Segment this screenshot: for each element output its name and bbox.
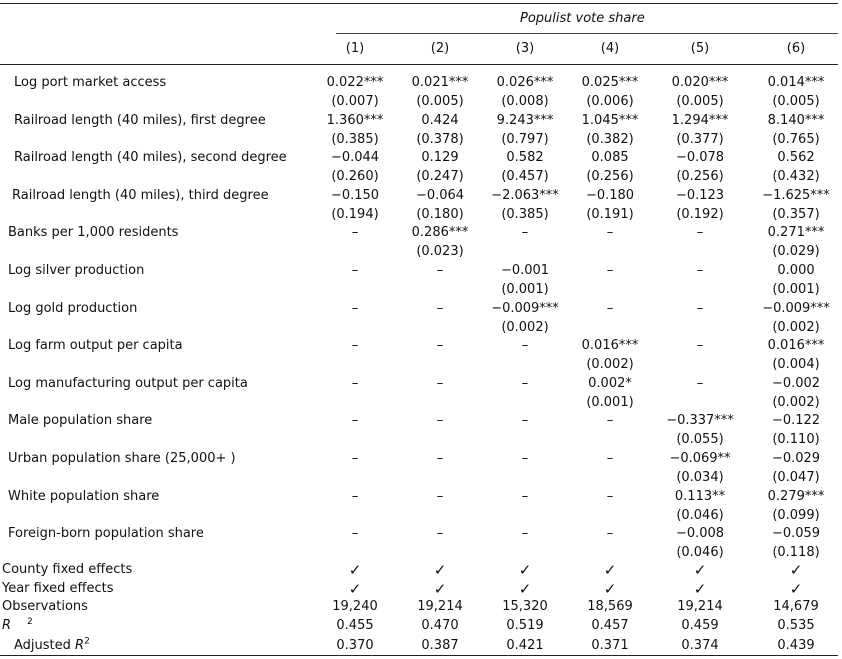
row-label: Banks per 1,000 residents (8, 225, 179, 241)
footer-value: 0.370 (336, 638, 374, 653)
standard-error: (0.457) (501, 169, 549, 185)
footer-label (14, 638, 90, 654)
footer-value: 14,679 (773, 599, 819, 614)
row-label: Urban population share (25,000+ ) (8, 451, 236, 466)
coefficient: 0.582 (506, 150, 544, 166)
footer-value: 0.421 (506, 638, 544, 653)
standard-error: (0.378) (416, 131, 464, 147)
coefficient: 0.129 (421, 150, 459, 166)
header-rule (0, 64, 838, 65)
bottom-rule (0, 655, 838, 656)
coefficient: 0.286*** (411, 225, 469, 241)
footer-value: 0.371 (591, 638, 629, 653)
coefficient: 0.085 (591, 150, 629, 166)
coefficient: – (606, 526, 614, 542)
coefficient: −2.063*** (491, 187, 559, 203)
coefficient: −0.009*** (491, 300, 559, 316)
coefficient: 0.016*** (581, 338, 639, 354)
coefficient: – (521, 413, 529, 429)
coefficient: – (351, 225, 359, 241)
coefficient: – (351, 451, 359, 466)
coefficient: 0.000 (777, 263, 815, 278)
coefficient: – (696, 263, 704, 278)
coefficient: −0.009*** (762, 300, 830, 316)
coefficient: – (436, 375, 444, 391)
column-header: (1) (345, 41, 365, 56)
footer-value: 0.439 (777, 638, 815, 653)
coefficient: 0.021*** (411, 75, 469, 90)
footer-value: 0.455 (336, 618, 374, 633)
coefficient: 0.025*** (581, 75, 639, 90)
group-header: Populist vote share (520, 11, 645, 26)
row-label: Railroad length (40 miles), first degree (14, 112, 266, 128)
coefficient: – (351, 488, 359, 504)
coefficient: 0.016*** (767, 338, 825, 354)
standard-error: (0.765) (772, 131, 820, 147)
footer-label: Observations (2, 599, 88, 614)
standard-error: (0.006) (586, 94, 634, 109)
standard-error: (0.034) (676, 470, 724, 485)
column-header: (5) (690, 41, 710, 56)
standard-error: (0.357) (772, 206, 820, 222)
coefficient: – (606, 451, 614, 466)
footer-value: 0.470 (421, 618, 459, 633)
coefficient: – (436, 300, 444, 316)
coefficient: – (696, 375, 704, 391)
footer-value: 0.457 (591, 618, 629, 633)
standard-error: (0.002) (772, 319, 820, 335)
coefficient: – (521, 488, 529, 504)
coefficient: – (521, 375, 529, 391)
checkmark-icon: ✓ (789, 580, 803, 598)
coefficient: −0.008 (675, 526, 725, 542)
standard-error: (0.001) (501, 282, 549, 297)
standard-error: (0.055) (676, 432, 724, 448)
standard-error: (0.002) (772, 394, 820, 410)
coefficient: – (521, 451, 529, 466)
footer-label (2, 618, 33, 634)
coefficient: – (521, 225, 529, 241)
standard-error: (0.029) (772, 244, 820, 260)
coefficient: – (436, 488, 444, 504)
coefficient: 0.002* (588, 375, 632, 391)
footer-value: 0.459 (681, 618, 719, 633)
coefficient: 8.140*** (767, 112, 825, 128)
r-symbol: R (75, 638, 85, 653)
standard-error: (0.004) (772, 357, 820, 373)
coefficient: 0.113** (674, 488, 726, 504)
checkmark-icon: ✓ (348, 561, 362, 579)
checkmark-icon: ✓ (433, 561, 447, 579)
standard-error: (0.385) (501, 206, 549, 222)
standard-error: (0.002) (586, 357, 634, 373)
coefficient: −0.002 (771, 375, 821, 391)
footer-label: Year fixed effects (2, 581, 114, 596)
checkmark-icon: ✓ (693, 580, 707, 598)
footer-value: 0.535 (777, 618, 815, 633)
checkmark-icon: ✓ (603, 561, 617, 579)
standard-error: (0.256) (676, 169, 724, 185)
checkmark-icon: ✓ (433, 580, 447, 598)
top-rule (0, 3, 838, 4)
coefficient: – (606, 300, 614, 316)
column-header: (3) (515, 41, 535, 56)
coefficient: 0.279*** (767, 488, 825, 504)
footer-value: 19,214 (417, 599, 463, 614)
row-label: Male population share (8, 413, 153, 429)
standard-error: (0.256) (586, 169, 634, 185)
coefficient: – (521, 526, 529, 542)
coefficient: −0.029 (771, 451, 821, 466)
standard-error: (0.099) (772, 507, 820, 523)
standard-error: (0.008) (501, 94, 549, 109)
coefficient: 1.360*** (326, 112, 384, 128)
coefficient: −0.059 (771, 526, 821, 542)
coefficient: – (606, 263, 614, 278)
row-label: Railroad length (40 miles), second degree (14, 150, 287, 166)
footer-value: 0.374 (681, 638, 719, 653)
coefficient: – (351, 263, 359, 278)
standard-error: (0.194) (331, 206, 379, 222)
coefficient: – (436, 526, 444, 542)
standard-error: (0.047) (772, 470, 820, 485)
coefficient: −0.337*** (666, 413, 734, 429)
coefficient: – (351, 413, 359, 429)
standard-error: (0.247) (416, 169, 464, 185)
group-underline (336, 33, 838, 34)
standard-error: (0.191) (586, 206, 634, 222)
standard-error: (0.797) (501, 131, 549, 147)
checkmark-icon: ✓ (518, 580, 532, 598)
coefficient: 0.271*** (767, 225, 825, 241)
coefficient: −0.180 (585, 187, 635, 203)
coefficient: – (436, 451, 444, 466)
row-label: Log gold production (8, 300, 138, 316)
standard-error: (0.046) (676, 507, 724, 523)
column-header: (4) (600, 41, 620, 56)
row-label: Log port market access (14, 75, 167, 90)
checkmark-icon: ✓ (693, 561, 707, 579)
standard-error: (0.007) (331, 94, 379, 109)
coefficient: – (521, 338, 529, 354)
coefficient: 9.243*** (496, 112, 554, 128)
coefficient: – (606, 488, 614, 504)
footer-value: 19,240 (332, 599, 378, 614)
r-superscript: 2 (27, 616, 33, 627)
standard-error: (0.023) (416, 244, 464, 260)
checkmark-icon: ✓ (348, 580, 362, 598)
r-symbol: R (2, 618, 12, 633)
coefficient: – (606, 413, 614, 429)
standard-error: (0.192) (676, 206, 724, 222)
coefficient: 0.026*** (496, 75, 554, 90)
footer-value: 0.387 (421, 638, 459, 653)
checkmark-icon: ✓ (603, 580, 617, 598)
coefficient: – (436, 413, 444, 429)
row-label: Foreign-born population share (8, 526, 204, 542)
coefficient: 1.294*** (671, 112, 729, 128)
standard-error: (0.385) (331, 131, 379, 147)
footer-value: 18,569 (587, 599, 633, 614)
coefficient: – (351, 338, 359, 354)
standard-error: (0.377) (676, 131, 724, 147)
coefficient: 1.045*** (581, 112, 639, 128)
coefficient: −0.123 (675, 187, 725, 203)
checkmark-icon: ✓ (789, 561, 803, 579)
standard-error: (0.005) (676, 94, 724, 109)
coefficient: −0.150 (330, 187, 380, 203)
r-superscript: 2 (84, 636, 90, 647)
coefficient: – (436, 338, 444, 354)
coefficient: 0.020*** (671, 75, 729, 90)
checkmark-icon: ✓ (518, 561, 532, 579)
coefficient: – (696, 225, 704, 241)
standard-error: (0.005) (416, 94, 464, 109)
standard-error: (0.432) (772, 169, 820, 185)
coefficient: −0.044 (330, 150, 380, 166)
standard-error: (0.180) (416, 206, 464, 222)
standard-error: (0.382) (586, 131, 634, 147)
footer-value: 0.519 (506, 618, 544, 633)
row-label: Log farm output per capita (8, 338, 183, 354)
coefficient: – (351, 526, 359, 542)
coefficient: −0.078 (675, 150, 725, 166)
coefficient: – (696, 300, 704, 316)
row-label: White population share (8, 488, 160, 504)
coefficient: 0.562 (777, 150, 815, 166)
standard-error: (0.260) (331, 169, 379, 185)
footer-label-prefix: Adjusted (14, 638, 76, 653)
coefficient: – (351, 300, 359, 316)
standard-error: (0.046) (676, 545, 724, 561)
coefficient: −0.122 (771, 413, 821, 429)
coefficient: −1.625*** (762, 187, 830, 203)
standard-error: (0.001) (586, 394, 634, 410)
coefficient: −0.001 (500, 263, 550, 278)
standard-error: (0.002) (501, 319, 549, 335)
row-label: Log manufacturing output per capita (8, 375, 248, 391)
coefficient: – (436, 263, 444, 278)
footer-value: 15,320 (502, 599, 548, 614)
coefficient: −0.064 (415, 187, 465, 203)
row-label: Railroad length (40 miles), third degree (12, 187, 269, 203)
coefficient: −0.069** (669, 451, 731, 466)
column-header: (6) (786, 41, 806, 56)
coefficient: – (606, 225, 614, 241)
standard-error: (0.005) (772, 94, 820, 109)
coefficient: – (351, 375, 359, 391)
row-label: Log silver production (8, 263, 145, 278)
column-header: (2) (430, 41, 450, 56)
footer-label: County fixed effects (2, 562, 133, 577)
standard-error: (0.001) (772, 282, 820, 297)
coefficient: 0.022*** (326, 75, 384, 90)
coefficient: – (696, 338, 704, 354)
standard-error: (0.110) (772, 432, 820, 448)
coefficient: 0.424 (421, 112, 459, 128)
coefficient: 0.014*** (767, 75, 825, 90)
footer-value: 19,214 (677, 599, 723, 614)
standard-error: (0.118) (772, 545, 820, 561)
